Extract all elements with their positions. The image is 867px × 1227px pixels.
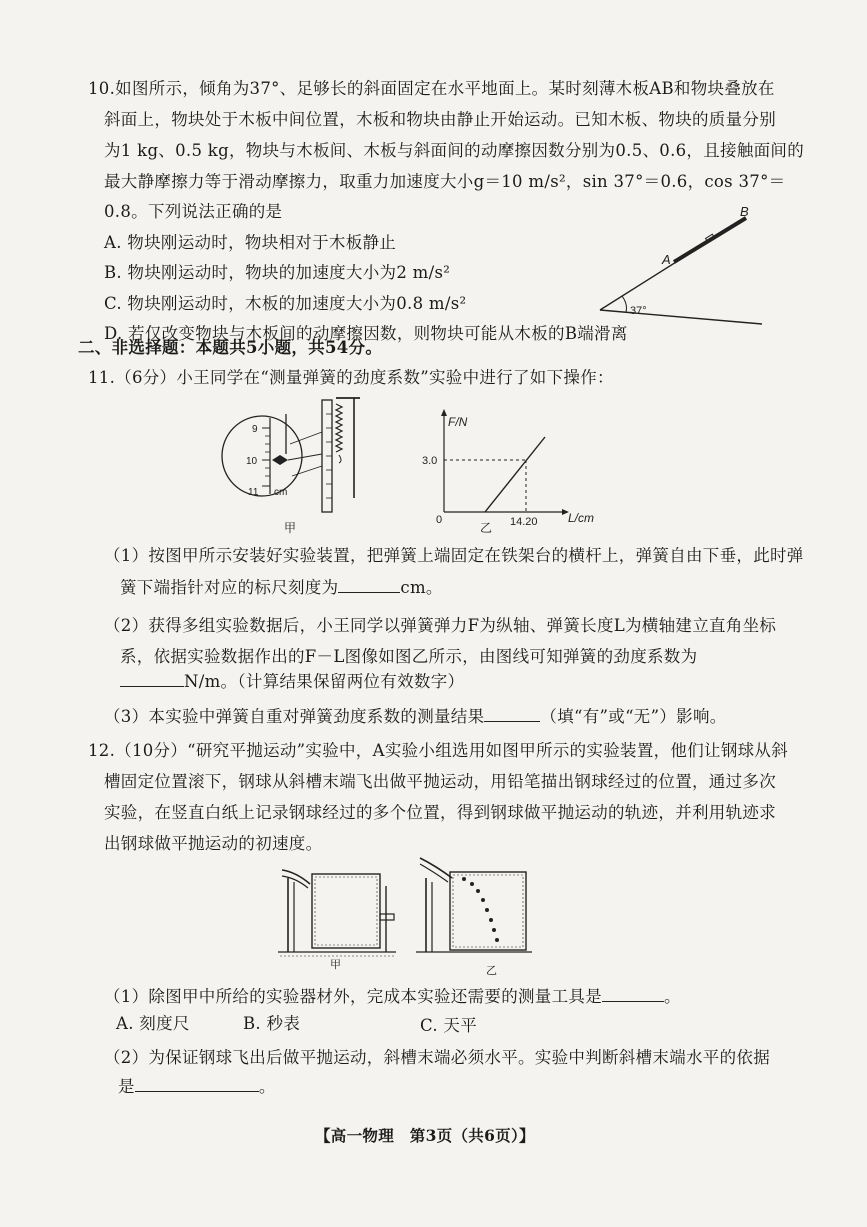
q10-line-1: 10.如图所示，倾角为37°、足够长的斜面固定在水平地面上。某时刻薄木板AB和物块叠放在 <box>88 79 775 98</box>
q11-part2-line1: （2）获得多组实验数据后，小王同学以弹簧弹力F为纵轴、弹簧长度L为横轴建立直角坐标 <box>104 616 777 635</box>
q11-part3 <box>104 705 727 728</box>
q12-part2-blank[interactable] <box>135 1075 259 1092</box>
q12-choice-b: B. 秒表 <box>243 1014 301 1033</box>
q12-part2-line1: （2）为保证钢球飞出后做平抛运动，斜槽末端必须水平。实验中判断斜槽末端水平的依据 <box>104 1048 770 1067</box>
q10-line-2: 斜面上，物块处于木板中间位置，木板和物块由静止开始运动。已知木板、物块的质量分别 <box>104 110 776 129</box>
scale-unit: cm <box>274 487 288 498</box>
q12-line-1: 12.（10分）“研究平抛运动”实验中，A实验小组选用如图甲所示的实验装置，他们让钢球从斜 <box>88 741 789 760</box>
q12-fig-yi-caption: 乙 <box>486 965 497 977</box>
q10-line-3: 为1 kg、0.5 kg，物块与木板间、木板与斜面间的动摩擦因数分别为0.5、0.6，且接触面间的 <box>104 141 805 160</box>
q11-figure-yi <box>422 408 602 535</box>
scale-tick-10: 10 <box>246 456 258 467</box>
q11-part1-text: 簧下端指针对应的标尺刻度为 <box>120 578 339 597</box>
q11-part2-line2: 系，依据实验数据作出的F－L图像如图乙所示，由图线可知弹簧的劲度系数为 <box>120 647 698 666</box>
q11-part1-blank[interactable] <box>338 576 400 593</box>
scale-tick-9: 9 <box>252 424 258 435</box>
q11-part3-blank[interactable] <box>484 705 540 722</box>
graph-x-tick: 14.20 <box>510 516 538 528</box>
q12-part1-text: （1）除图甲中所给的实验器材外，完成本实验还需要的测量工具是 <box>104 987 602 1006</box>
q12-part2-text: 是 <box>118 1077 135 1096</box>
incline-label-a: A <box>662 252 671 267</box>
q12-part2-tail: 。 <box>258 1077 276 1096</box>
graph-origin: 0 <box>436 514 443 526</box>
q12-part1-blank[interactable] <box>602 985 664 1002</box>
q12-choice-c: C. 天平 <box>420 1016 478 1035</box>
q12-line-4: 出钢球做平抛运动的初速度。 <box>104 834 323 853</box>
q12-part1 <box>104 985 681 1008</box>
q10-line-4: 最大静摩擦力等于滑动摩擦力，取重力加速度大小g＝10 m/s²，sin 37°＝0.6，cos 37°＝ <box>104 172 786 191</box>
q12-line-2: 槽固定位置滚下，钢球从斜槽末端飞出做平抛运动，用铅笔描出钢球经过的位置，通过多次 <box>104 772 776 791</box>
graph-y-label: F/N <box>448 415 468 429</box>
section-2-heading: 二、非选择题：本题共5小题，共54分。 <box>78 338 383 357</box>
q10-line-5: 0.8。下列说法正确的是 <box>104 202 283 221</box>
q11-title: 11.（6分）小王同学在“测量弹簧的劲度系数”实验中进行了如下操作： <box>88 368 614 387</box>
q10-option-c: C. 物块刚运动时，木板的加速度大小为0.8 m/s² <box>104 294 467 313</box>
q10-option-a: A. 物块刚运动时，物块相对于木板静止 <box>104 233 397 252</box>
q11-part2-unit: N/m。（计算结果保留两位有效数字） <box>184 672 465 691</box>
page-footer: 【高一物理 第3页（共6页）】 <box>315 1126 535 1145</box>
q11-part3-tail: （填“有”或“无”）影响。 <box>540 707 727 726</box>
q11-fig-yi-caption: 乙 <box>480 521 493 535</box>
scale-tick-11: 11 <box>248 487 259 498</box>
q11-part2-line3 <box>120 670 464 693</box>
q12-choice-a: A. 刻度尺 <box>116 1014 190 1033</box>
graph-x-label: L/cm <box>568 511 595 525</box>
q11-part1-line1: （1）按图甲所示安装好实验装置，把弹簧上端固定在铁架台的横杆上，弹簧自由下垂，此时弹 <box>104 546 804 565</box>
q11-part3-text: （3）本实验中弹簧自重对弹簧劲度系数的测量结果 <box>104 707 485 726</box>
incline-label-b: B <box>740 204 749 219</box>
q12-line-3: 实验，在竖直白纸上记录钢球经过的多个位置，得到钢球做平抛运动的轨迹，并利用轨迹求 <box>104 803 776 822</box>
q11-part2-blank[interactable] <box>120 670 184 687</box>
incline-figure <box>596 200 768 330</box>
q12-part2-line2 <box>118 1075 276 1098</box>
q11-part1-unit: cm。 <box>400 578 443 597</box>
q12-part1-tail: 。 <box>664 987 681 1006</box>
graph-y-tick: 3.0 <box>422 455 438 467</box>
q12-figures <box>276 856 536 978</box>
q11-fig-jia-caption: 甲 <box>284 521 297 535</box>
q11-figure-jia <box>218 394 368 544</box>
q10-option-b: B. 物块刚运动时，物块的加速度大小为2 m/s² <box>104 263 451 282</box>
q10-option-d: D. 若仅改变物块与木板间的动摩擦因数，则物块可能从木板的B端滑离 <box>104 324 628 343</box>
q12-fig-jia-caption: 甲 <box>330 959 341 971</box>
q11-part1-line2 <box>120 576 443 599</box>
incline-angle-label: 37° <box>630 305 647 317</box>
